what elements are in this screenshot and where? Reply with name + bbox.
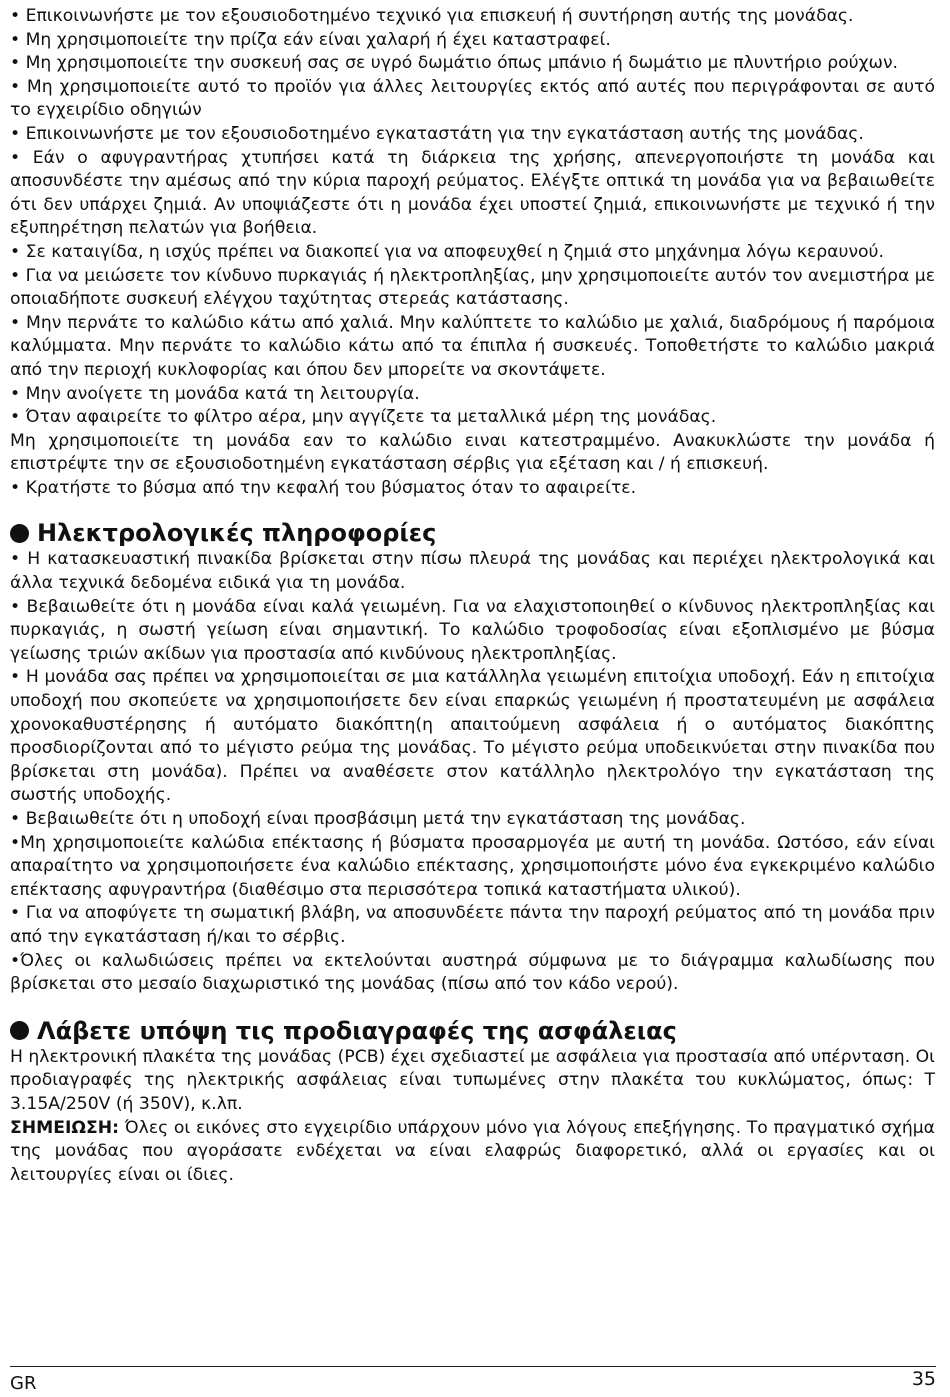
page-number: 35 (911, 1368, 936, 1390)
note-label: ΣΗΜΕΙΩΣΗ: (10, 1117, 119, 1138)
safety-item: • Για να μειώσετε τον κίνδυνο πυρκαγιάς ή ηλεκτροπληξίας, μην χρησιμοποιείτε αυτόν τον ανεμιστήρα με οποιαδήποτε συσκευή ελέγχου ταχύτητας στερεάς κατάστασης. (10, 265, 935, 310)
safety-item: • Μην ανοίγετε τη μονάδα κατά τη λειτουργία. (10, 383, 420, 404)
bullet-dot-icon (10, 524, 29, 543)
electrical-item: • Η μονάδα σας πρέπει να χρησιμοποιείται σε μια κατάλληλα γειωμένη επιτοίχια υποδοχή. Εάν η επιτοίχια υποδοχή που σκοπεύετε να χρησιμοποιήσετε δεν είναι επαρκώς γειωμένη ή προστατευμένη με ασφάλεια χρονοκαθυστέρησης ή αυτόματο διακόπτη(η απαιτούμενη ασφάλεια ή ο αυτόματος διακόπτης προσδιορίζονται από το μέγιστο ρεύμα της μονάδας. Το μέγιστο ρεύμα υποδεικνύεται στην πινακίδα που βρίσκεται στη μονάδα). Πρέπει να αναθέσετε στον κατάλληλο ηλεκτρολόγο την εγκατάσταση της σωστής υποδοχής. (10, 667, 935, 806)
note-paragraph (10, 1117, 935, 1188)
electrical-item: • Βεβαιωθείτε ότι η υποδοχή είναι προσβάσιμη μετά την εγκατάσταση της μονάδας. (10, 809, 746, 829)
safety-item: • Μην περνάτε το καλώδιο κάτω από χαλιά. Μην καλύπτετε το καλώδιο με χαλιά, διαδρόμους ή παρόμοια καλύμματα. Μην περνάτε το καλώδιο κάτω από τα έπιπλα ή συσκευές. Τοποθετήστε το καλώδιο μακριά από την περιοχή κυκλοφορίας και όπου δεν μπορείτε να σκοντάψετε. (10, 312, 935, 380)
section-heading-text: Λάβετε υπόψη τις προδιαγραφές της ασφάλειας (37, 1016, 677, 1045)
safety-item: • Μη χρησιμοποιείτε την πρίζα εάν είναι χαλαρή ή έχει καταστραφεί. (10, 29, 611, 50)
section-heading (10, 1016, 935, 1046)
safety-item: • Κρατήστε το βύσμα από την κεφαλή του βύσματος όταν το αφαιρείτε. (10, 477, 637, 498)
safety-item: • Εάν ο αφυγραντήρας χτυπήσει κατά τη διάρκεια της χρήσης, απενεργοποιήστε τη μονάδα και αποσυνδέστε την αμέσως από την κύρια παροχή ρεύματος. Ελέγξτε οπτικά τη μονάδα για να βεβαιωθείτε ότι δεν υπάρχει ζημιά. Αν υποψιάζεστε ότι η μονάδα έχει υποστεί ζημιά, επικοινωνήστε με τεχνικό ή την εξυπηρέτηση πελατών για βοήθεια. (10, 147, 935, 239)
note-text: Όλες οι εικόνες στο εγχειρίδιο υπάρχουν μόνο για λόγους επεξήγησης. Το πραγματικό σχήμα της μονάδας που αγοράσατε ενδέχεται να είναι ελαφρώς διαφορετικό, αλλά οι εργασίες και οι λειτουργίες είναι οι ίδιες. (10, 1117, 935, 1185)
bullet-dot-icon (10, 1021, 29, 1040)
fuse-text: Η ηλεκτρονική πλακέτα της μονάδας (PCB) έχει σχεδιαστεί με ασφάλεια για προστασία από υπέρνταση. Οι προδιαγραφές της ηλεκτρικής ασφάλειας είναι τυπωμένες στην πλακέτα του κυκλώματος, όπως: T 3.15A/250V (ή 350V), κ.λπ. (10, 1046, 935, 1114)
electrical-section (10, 518, 935, 996)
page-footer (10, 1366, 936, 1394)
electrical-item: • Βεβαιωθείτε ότι η μονάδα είναι καλά γειωμένη. Για να ελαχιστοποιηθεί ο κίνδυνος ηλεκτροπληξίας και πυρκαγιάς, η σωστή γείωση είναι σημαντική. Το καλώδιο τροφοδοσίας είναι εξοπλισμένο με βύσμα γείωσης τριών ακίδων για προστασία από κινδύνους ηλεκτροπληξίας. (10, 596, 935, 664)
section-heading-text: Ηλεκτρολογικές πληροφορίες (37, 519, 437, 548)
safety-item: • Μη χρησιμοποιείτε αυτό το προϊόν για άλλες λειτουργίες εκτός από αυτές που περιγράφονται σε αυτό το εγχειρίδιο οδηγιών (10, 76, 935, 121)
safety-item: Μη χρησιμοποιείτε τη μονάδα εαν το καλώδιο ειναι κατεστραμμένο. Ανακυκλώστε την μονάδα ή επιστρέψτε την σε εξουσιοδοτημένη εγκατάσταση σέρβις για εξέταση και / ή επισκευή. (10, 430, 935, 475)
section-heading (10, 518, 935, 548)
safety-item: • Όταν αφαιρείτε το φίλτρο αέρα, μην αγγίζετε τα μεταλλικά μέρη της μονάδας. (10, 407, 717, 428)
electrical-item: • Η κατασκευαστική πινακίδα βρίσκεται στην πίσω πλευρά της μονάδας και περιέχει ηλεκτρολογικά και άλλα τεχνικά δεδομένα ειδικά για τη μονάδα. (10, 549, 935, 594)
fuse-section (10, 1016, 935, 1188)
safety-item: • Μη χρησιμοποιείτε την συσκευή σας σε υγρό δωμάτιο όπως μπάνιο ή δωμάτιο με πλυντήριο ρούχων. (10, 53, 899, 74)
language-code: GR (10, 1373, 37, 1394)
safety-instructions (10, 5, 935, 500)
manual-page (10, 5, 935, 1187)
electrical-item: •Μη χρησιμοποιείτε καλώδια επέκτασης ή βύσματα προσαρμογέα με αυτή τη μονάδα. Ωστόσο, εάν είναι απαραίτητο να χρησιμοποιήσετε ένα καλώδιο επέκτασης, χρησιμοποιήστε μόνο ένα εγκεκριμένο καλώδιο επέκτασης αφυγραντήρα (διαθέσιμο στα περισσότερα τοπικά καταστήματα υλικού). (10, 832, 935, 900)
electrical-item: •Όλες οι καλωδιώσεις πρέπει να εκτελούνται αυστηρά σύμφωνα με το διάγραμμα καλωδίωσης που βρίσκεται στο μεσαίο διαχωριστικό της μονάδας (πίσω από τον κάδο νερού). (10, 950, 935, 995)
safety-item: • Σε καταιγίδα, η ισχύς πρέπει να διακοπεί για να αποφευχθεί η ζημιά στο μηχάνημα λόγω κεραυνού. (10, 241, 884, 262)
safety-item: • Επικοινωνήστε με τον εξουσιοδοτημένο εγκαταστάτη για την εγκατάσταση αυτής της μονάδας. (10, 123, 864, 144)
electrical-item: • Για να αποφύγετε τη σωματική βλάβη, να αποσυνδέετε πάντα την παροχή ρεύματος από τη μονάδα πριν από την εγκατάσταση ή/και το σέρβις. (10, 903, 935, 947)
safety-item: • Επικοινωνήστε με τον εξουσιοδοτημένο τεχνικό για επισκευή ή συντήρηση αυτής της μονάδας. (10, 6, 854, 26)
